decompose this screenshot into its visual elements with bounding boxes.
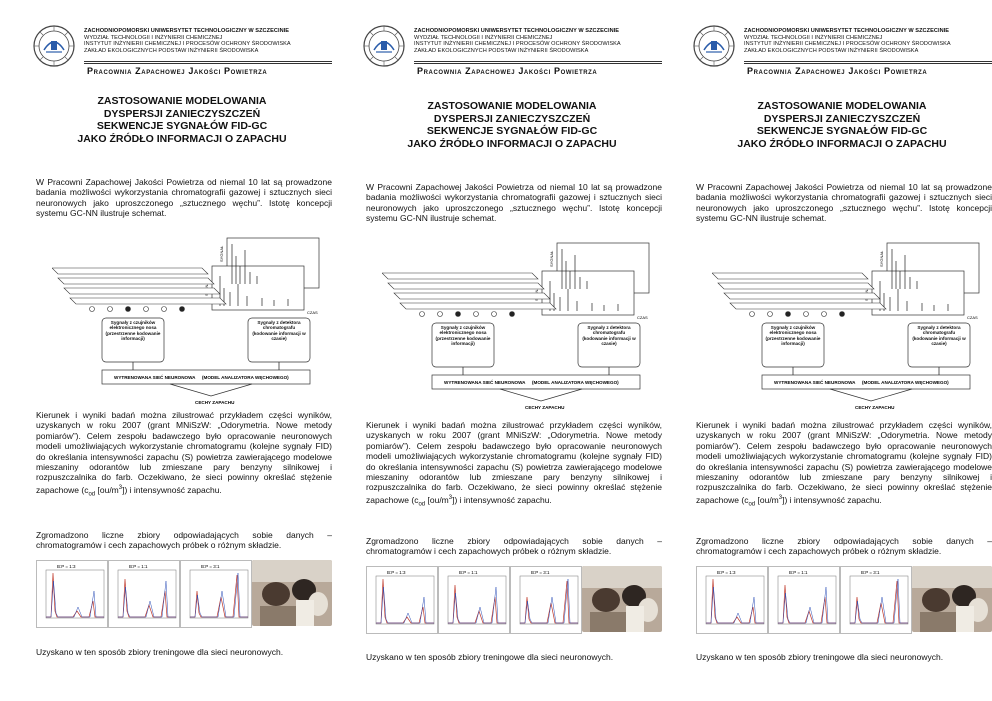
chromatogram-chart: [108, 560, 180, 628]
title-line: SEKWENCJE SYGNAŁÓW FID-GC: [96, 120, 268, 133]
title-line: JAKO ŹRÓDŁO INFORMACJI O ZAPACHU: [737, 137, 947, 150]
header-line: WYDZIAŁ TECHNOLOGII I INŻYNIERII CHEMICZNEJ: [414, 34, 553, 41]
conclusion-paragraph: Uzyskano w ten sposób zbiory treningowe dla sieci neuronowych.: [696, 652, 944, 662]
chromatogram-chart: [840, 566, 912, 634]
page-title: [362, 100, 662, 150]
text-span: [ou/m: [425, 494, 449, 505]
title-line: DYSPERSJI ZANIECZYSZCZEŃ: [763, 112, 921, 125]
chart-title: B:P = 1:3: [57, 564, 76, 569]
lab-photo: [912, 566, 992, 632]
y-axis-label: SYGNAŁ: [879, 250, 884, 267]
text-span: ]) i intensywność zapachu.: [122, 484, 222, 495]
conclusion-paragraph: Uzyskano w ten sposób zbiory treningowe dla sieci neuronowych.: [36, 647, 284, 657]
title-line: SEKWENCJE SYGNAŁÓW FID-GC: [426, 125, 598, 138]
chromatogram-chart: [696, 566, 768, 634]
x-axis-label: CZAS: [967, 315, 978, 320]
superscript: 3: [118, 484, 123, 491]
gc-nn-diagram: [712, 241, 982, 411]
y-axis-label: SYGNAŁ: [549, 250, 554, 267]
lab-photo: [252, 560, 332, 626]
university-logo-icon: [362, 24, 406, 68]
divider: [84, 63, 332, 64]
header-line: INSTYTUT INŻYNIERII CHEMICZNEJ I PROCESÓW OCHRONY ŚRODOWISKA: [414, 41, 621, 48]
header: [692, 22, 992, 74]
header-line: ZACHODNIOPOMORSKI UNIWERSYTET TECHNOLOGICZNY W SZCZECINIE: [84, 28, 290, 34]
title-line: JAKO ŹRÓDŁO INFORMACJI O ZAPACHU: [77, 132, 287, 145]
header-line: ZACHODNIOPOMORSKI UNIWERSYTET TECHNOLOGICZNY W SZCZECINIE: [414, 28, 620, 34]
detector-box: Sygnały z detektora chromatografu (kodowanie informacji w czasie): [252, 320, 306, 342]
title-line: ZASTOSOWANIE MODELOWANIA: [427, 100, 597, 112]
chart-title: B:P = 3:1: [201, 564, 220, 569]
page-title: [692, 100, 992, 150]
data-paragraph: Zgromadzono liczne zbiory odpowiadających sobie danych – chromatogramów i cech zapachowych próbek o różnym składzie.: [366, 536, 662, 557]
chromatogram-chart: [180, 560, 252, 628]
chromatogram-chart: [768, 566, 840, 634]
header-line: INSTYTUT INŻYNIERII CHEMICZNEJ I PROCESÓW OCHRONY ŚRODOWISKA: [84, 41, 291, 48]
title-line: JAKO ŹRÓDŁO INFORMACJI O ZAPACHU: [407, 137, 617, 150]
text-span: Kierunek i wyniki badań można zilustrować przykładem części wyników, uzyskanych w roku 2007 (grant MNiSzW: „Odorymetria. Nowe metody pomiarów”). Celem zespołu badawczego było opracowanie neuronowych modeli umożliwiających wykorzystanie chromatogramu (kolejne sygnały FID) do określania intensywności zapachu (S) powietrza zawierającego modelowe mieszaniny odorantów lub zmieszane pary benzyny silnikowej i rozpuszczalnika do farb. Oczekiwano, że sieci powinny określać stężenie zapachowe (c: [696, 420, 992, 505]
chart-title: B:P = 1:1: [129, 564, 148, 569]
header: [32, 22, 332, 74]
conclusion-paragraph: Uzyskano w ten sposób zbiory treningowe dla sieci neuronowych.: [366, 652, 614, 662]
intro-paragraph: W Pracowni Zapachowej Jakości Powietrza od niemal 10 lat są prowadzone badania możliwości wykorzystania chromatografii gazowej i sztucznych sieci neuronowych jako uproszczonego „sztucznego węchu”. Istotę koncepcji systemu GC-NN ilustruje schemat.: [36, 177, 332, 219]
detector-box: Sygnały z detektora chromatografu (kodowanie informacji w czasie): [912, 325, 966, 347]
chromatogram-chart: [510, 566, 582, 634]
results-paragraph: [696, 420, 992, 510]
lab-name: Pracownia Zapachowej Jakości Powietrza: [87, 66, 268, 76]
network-model-label: (MODEL ANALIZATORA WĘCHOWEGO): [532, 380, 619, 385]
data-paragraph: Zgromadzono liczne zbiory odpowiadających sobie danych – chromatogramów i cech zapachowych próbek o różnym składzie.: [696, 536, 992, 557]
network-label: WYTRENOWANA SIEĆ NEURONOWA: [774, 380, 856, 385]
enose-box: Sygnały z czujników elektronicznego nosa (przestrzenne kodowanie informacji): [435, 325, 491, 347]
output-label: CECHY ZAPACHU: [195, 400, 235, 405]
lab-name: Pracownia Zapachowej Jakości Powietrza: [417, 66, 598, 76]
text-span: [ou/m: [95, 484, 119, 495]
chart-title: B:P = 3:1: [861, 570, 880, 575]
y-axis-label: SYGNAŁ: [219, 245, 224, 262]
header-institution: [414, 28, 664, 55]
header-line: ZAKŁAD EKOLOGICZNYCH PODSTAW INŻYNIERII ŚRODOWISKA: [744, 48, 919, 55]
title-line: ZASTOSOWANIE MODELOWANIA: [757, 100, 927, 112]
divider: [84, 61, 332, 62]
leaflet-panel: [362, 0, 662, 701]
x-axis-label: CZAS: [637, 315, 648, 320]
network-label: WYTRENOWANA SIEĆ NEURONOWA: [114, 375, 196, 380]
title-line: DYSPERSJI ZANIECZYSZCZEŃ: [433, 112, 591, 125]
text-span: Kierunek i wyniki badań można zilustrować przykładem części wyników, uzyskanych w roku 2007 (grant MNiSzW: „Odorymetria. Nowe metody pomiarów”). Celem zespołu badawczego było opracowanie neuronowych modeli umożliwiających wykorzystanie chromatogramu (kolejne sygnały FID) do określania intensywności zapachu (S) powietrza zawierającego modelowe mieszaniny odorantów lub zmieszane pary benzyny silnikowej i rozpuszczalnika do farb. Oczekiwano, że sieci powinny określać stężenie zapachowe (c: [36, 410, 332, 495]
divider: [414, 61, 662, 62]
x-axis-label: CZAS: [307, 310, 318, 315]
network-model-label: (MODEL ANALIZATORA WĘCHOWEGO): [862, 380, 949, 385]
header-line: WYDZIAŁ TECHNOLOGII I INŻYNIERII CHEMICZNEJ: [84, 34, 223, 41]
subscript: od: [88, 491, 96, 498]
university-logo-icon: [692, 24, 736, 68]
subscript: od: [748, 501, 756, 508]
header-institution: [84, 28, 334, 55]
leaflet-panel: [32, 0, 332, 701]
detector-box: Sygnały z detektora chromatografu (kodowanie informacji w czasie): [582, 325, 636, 347]
text-span: ]) i intensywność zapachu.: [782, 494, 882, 505]
title-line: DYSPERSJI ZANIECZYSZCZEŃ: [103, 107, 261, 120]
network-label: WYTRENOWANA SIEĆ NEURONOWA: [444, 380, 526, 385]
results-paragraph: [36, 410, 332, 500]
title-line: ZASTOSOWANIE MODELOWANIA: [97, 95, 267, 107]
header-line: ZAKŁAD EKOLOGICZNYCH PODSTAW INŻYNIERII ŚRODOWISKA: [414, 48, 589, 55]
gc-nn-diagram: [52, 236, 322, 406]
header: [362, 22, 662, 74]
output-label: CECHY ZAPACHU: [525, 405, 565, 410]
subscript: od: [418, 501, 426, 508]
header-line: INSTYTUT INŻYNIERII CHEMICZNEJ I PROCESÓW OCHRONY ŚRODOWISKA: [744, 41, 951, 48]
enose-box: Sygnały z czujników elektronicznego nosa (przestrzenne kodowanie informacji): [105, 320, 161, 342]
enose-box: Sygnały z czujników elektronicznego nosa (przestrzenne kodowanie informacji): [765, 325, 821, 347]
chromatogram-chart: [438, 566, 510, 634]
divider: [744, 63, 992, 64]
results-figures: [36, 560, 332, 630]
lab-name: Pracownia Zapachowej Jakości Powietrza: [747, 66, 928, 76]
header-line: WYDZIAŁ TECHNOLOGII I INŻYNIERII CHEMICZNEJ: [744, 34, 883, 41]
page-title: [32, 95, 332, 145]
results-figures: [696, 566, 992, 636]
text-span: ]) i intensywność zapachu.: [452, 494, 552, 505]
intro-paragraph: W Pracowni Zapachowej Jakości Powietrza od niemal 10 lat są prowadzone badania możliwości wykorzystania chromatografii gazowej i sztucznych sieci neuronowych jako uproszczonego „sztucznego węchu”. Istotę koncepcji systemu GC-NN ilustruje schemat.: [696, 182, 992, 224]
data-paragraph: Zgromadzono liczne zbiory odpowiadających sobie danych – chromatogramów i cech zapachowych próbek o różnym składzie.: [36, 530, 332, 551]
results-figures: [366, 566, 662, 636]
chart-title: B:P = 1:3: [387, 570, 406, 575]
superscript: 3: [448, 494, 453, 501]
title-line: SEKWENCJE SYGNAŁÓW FID-GC: [756, 125, 928, 138]
text-span: [ou/m: [755, 494, 779, 505]
chart-title: B:P = 1:1: [789, 570, 808, 575]
chromatogram-chart: [36, 560, 108, 628]
divider: [414, 63, 662, 64]
intro-paragraph: W Pracowni Zapachowej Jakości Powietrza od niemal 10 lat są prowadzone badania możliwości wykorzystania chromatografii gazowej i sztucznych sieci neuronowych jako uproszczonego „sztucznego węchu”. Istotę koncepcji systemu GC-NN ilustruje schemat.: [366, 182, 662, 224]
text-span: Kierunek i wyniki badań można zilustrować przykładem części wyników, uzyskanych w roku 2007 (grant MNiSzW: „Odorymetria. Nowe metody pomiarów”). Celem zespołu badawczego było opracowanie neuronowych modeli umożliwiających wykorzystanie chromatogramu (kolejne sygnały FID) do określania intensywności zapachu (S) powietrza zawierającego modelowe mieszaniny odorantów lub zmieszane pary benzyny silnikowej i rozpuszczalnika do farb. Oczekiwano, że sieci powinny określać stężenie zapachowe (c: [366, 420, 662, 505]
leaflet-panel: [692, 0, 992, 701]
superscript: 3: [778, 494, 783, 501]
divider: [744, 61, 992, 62]
header-line: ZAKŁAD EKOLOGICZNYCH PODSTAW INŻYNIERII ŚRODOWISKA: [84, 48, 259, 55]
header-line: ZACHODNIOPOMORSKI UNIWERSYTET TECHNOLOGICZNY W SZCZECINIE: [744, 28, 950, 34]
network-model-label: (MODEL ANALIZATORA WĘCHOWEGO): [202, 375, 289, 380]
gc-nn-diagram: [382, 241, 652, 411]
output-label: CECHY ZAPACHU: [855, 405, 895, 410]
chart-title: B:P = 1:1: [459, 570, 478, 575]
chart-title: B:P = 1:3: [717, 570, 736, 575]
chromatogram-chart: [366, 566, 438, 634]
chart-title: B:P = 3:1: [531, 570, 550, 575]
results-paragraph: [366, 420, 662, 510]
lab-photo: [582, 566, 662, 632]
header-institution: [744, 28, 992, 55]
university-logo-icon: [32, 24, 76, 68]
